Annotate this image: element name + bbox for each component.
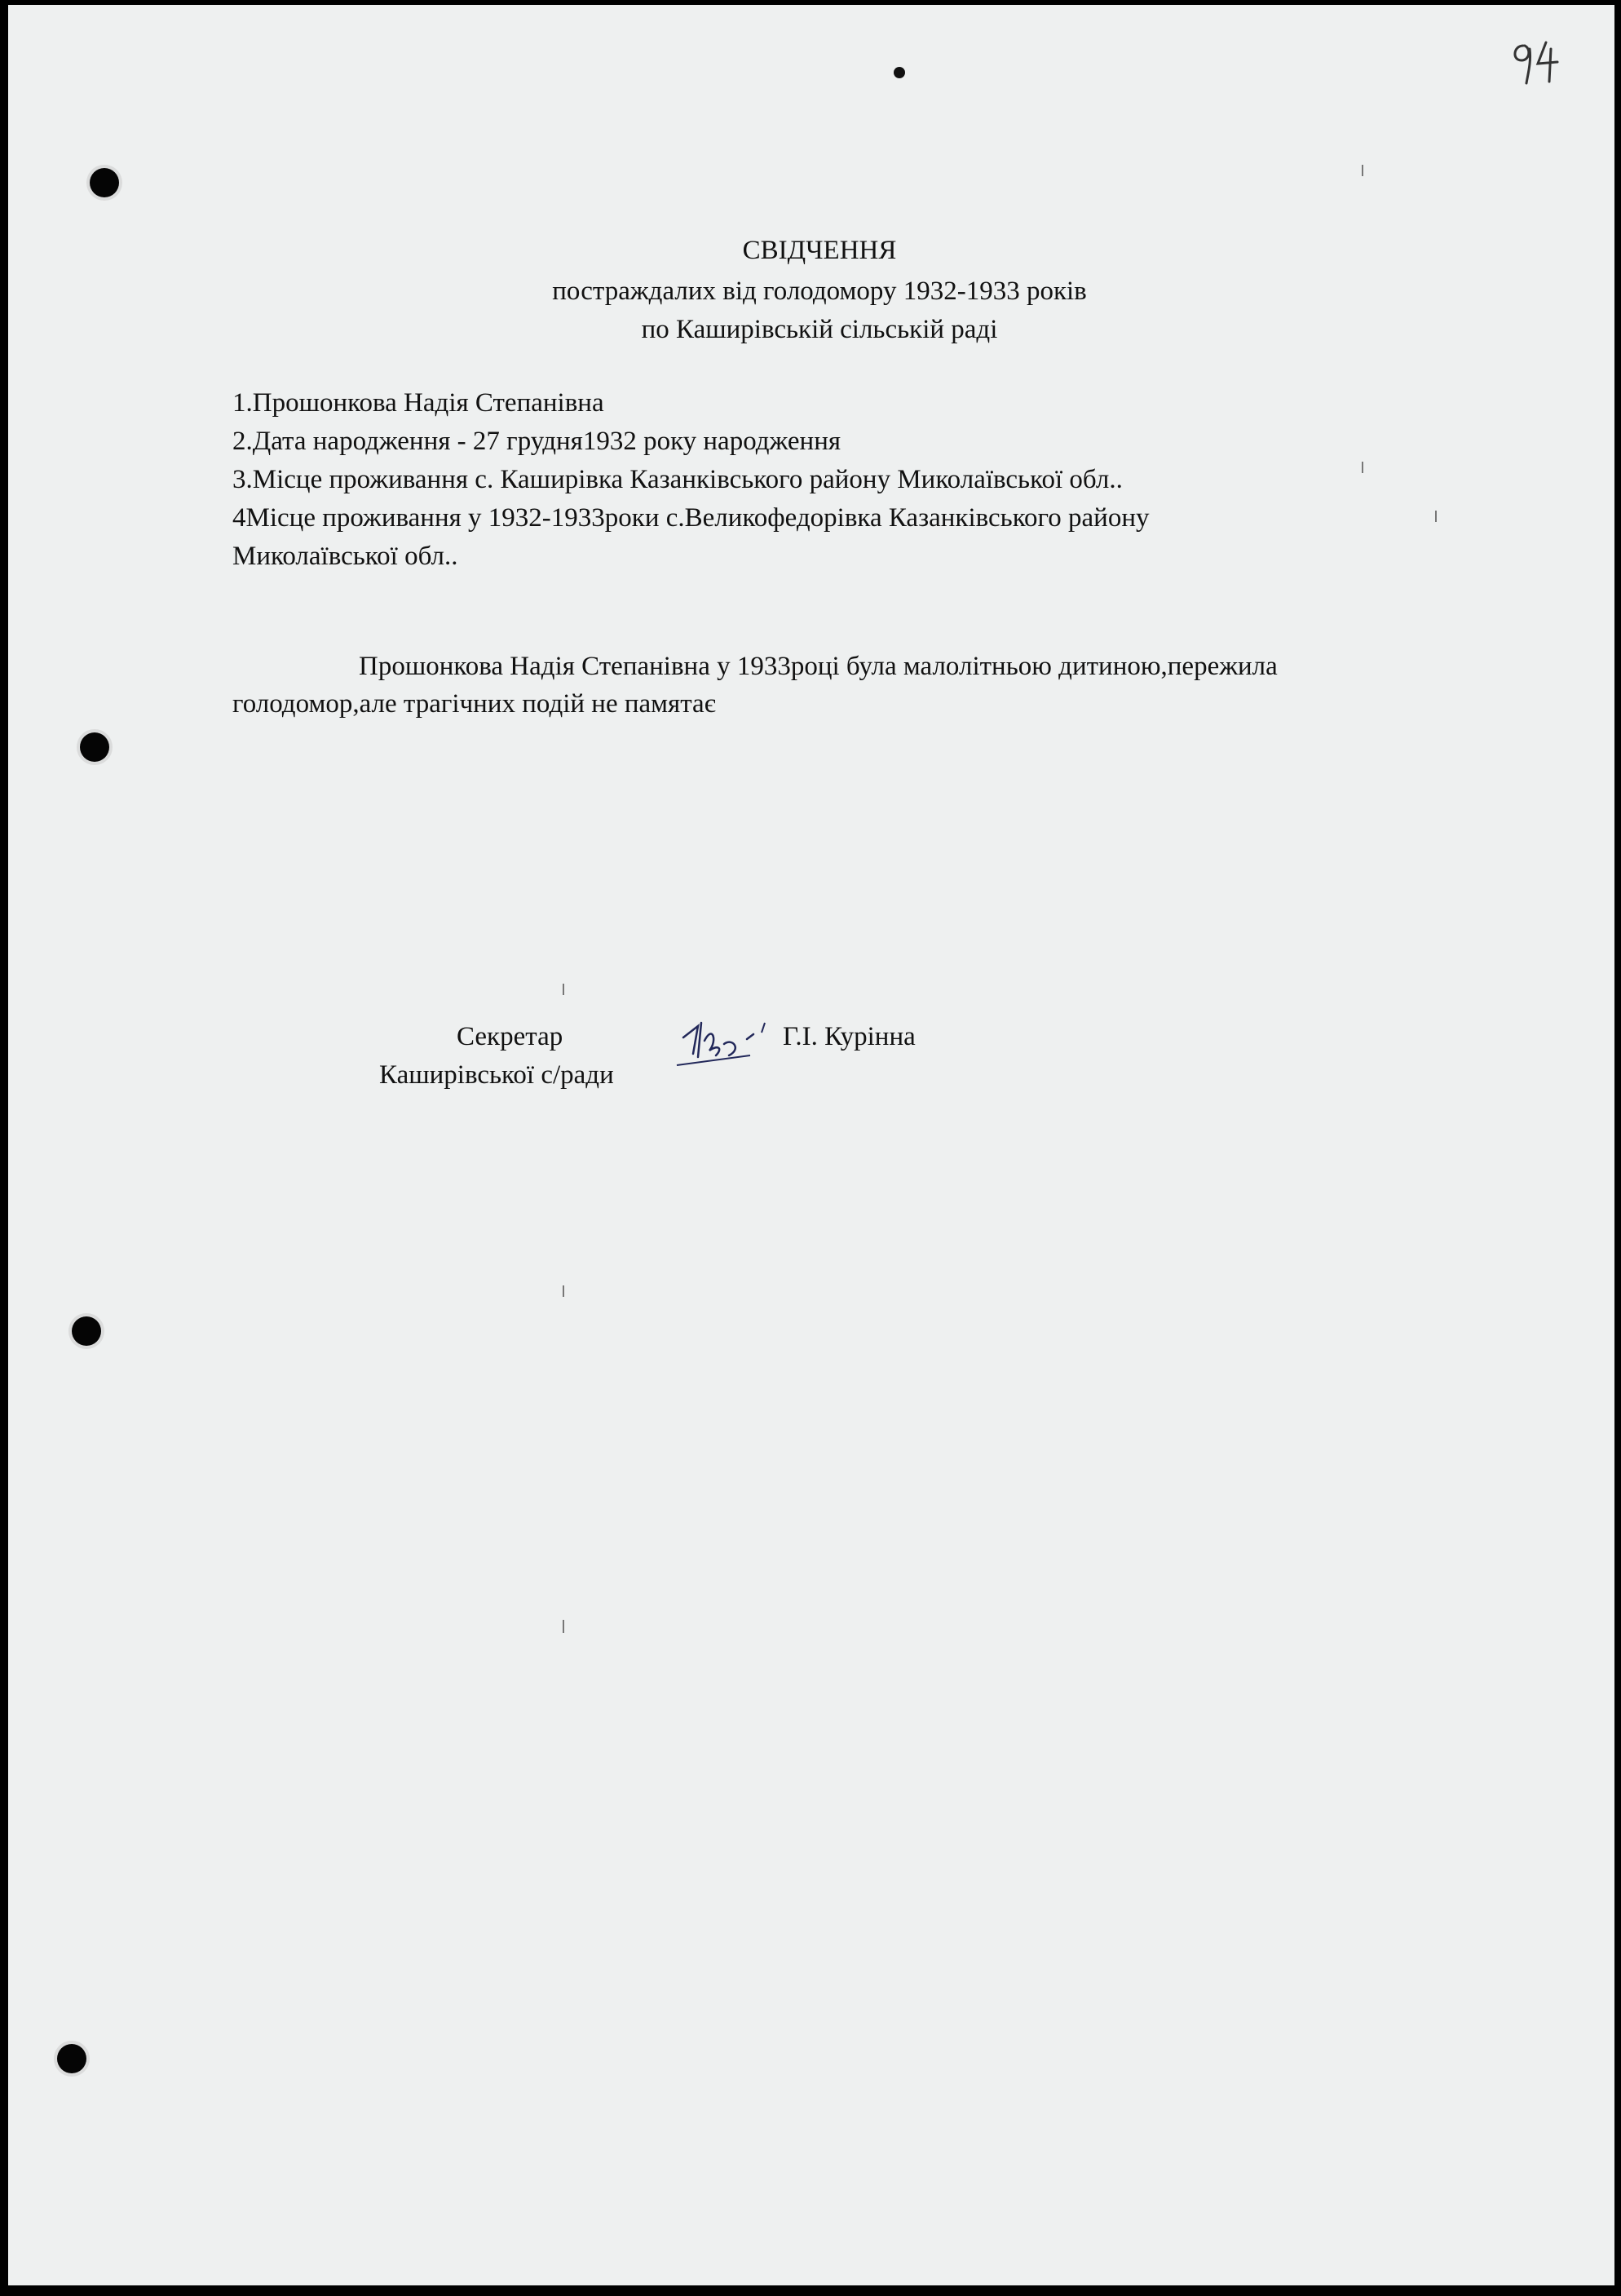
info-item-birthdate: 2.Дата народження - 27 грудня1932 року народження bbox=[232, 427, 841, 456]
info-item-residence: 3.Місце проживання с. Каширівка Казанківського району Миколаївської обл.. bbox=[232, 465, 1123, 494]
info-item-name: 1.Прошонкова Надія Степанівна bbox=[232, 388, 604, 418]
scan-mark bbox=[563, 1285, 564, 1297]
document-subtitle-line2: по Каширівській сільській раді bbox=[641, 315, 998, 344]
info-item-residence-1932-cont: Миколаївської обл.. bbox=[232, 542, 458, 571]
archive-page-number bbox=[1507, 38, 1564, 86]
punch-hole-3 bbox=[72, 1316, 101, 1346]
document-page bbox=[8, 5, 1614, 2285]
punch-hole-1 bbox=[90, 168, 119, 197]
testimony-line1: Прошонкова Надія Степанівна у 1933році була малолітньою дитиною,пережила bbox=[359, 652, 1278, 681]
handwritten-signature bbox=[669, 1008, 775, 1073]
scan-mark bbox=[563, 1620, 564, 1633]
scan-mark bbox=[1362, 165, 1363, 176]
scan-mark bbox=[1362, 462, 1363, 473]
scan-speck bbox=[894, 67, 905, 78]
document-title: СВІДЧЕННЯ bbox=[742, 236, 897, 265]
scan-mark bbox=[1435, 511, 1437, 522]
punch-hole-2 bbox=[80, 732, 109, 762]
punch-hole-4 bbox=[57, 2044, 86, 2073]
document-subtitle-line1: постраждалих від голодомору 1932-1933 років bbox=[552, 276, 1087, 306]
signer-name: Г.І. Курінна bbox=[783, 1022, 916, 1051]
signer-position-line2: Каширівської с/ради bbox=[379, 1060, 614, 1090]
signer-position-line1: Секретар bbox=[457, 1022, 563, 1051]
info-item-residence-1932: 4Місце проживання у 1932-1933роки с.Великофедорівка Казанківського району bbox=[232, 503, 1150, 533]
testimony-line2: голодомор,але трагічних подій не памятає bbox=[232, 689, 716, 719]
scan-mark bbox=[563, 984, 564, 995]
